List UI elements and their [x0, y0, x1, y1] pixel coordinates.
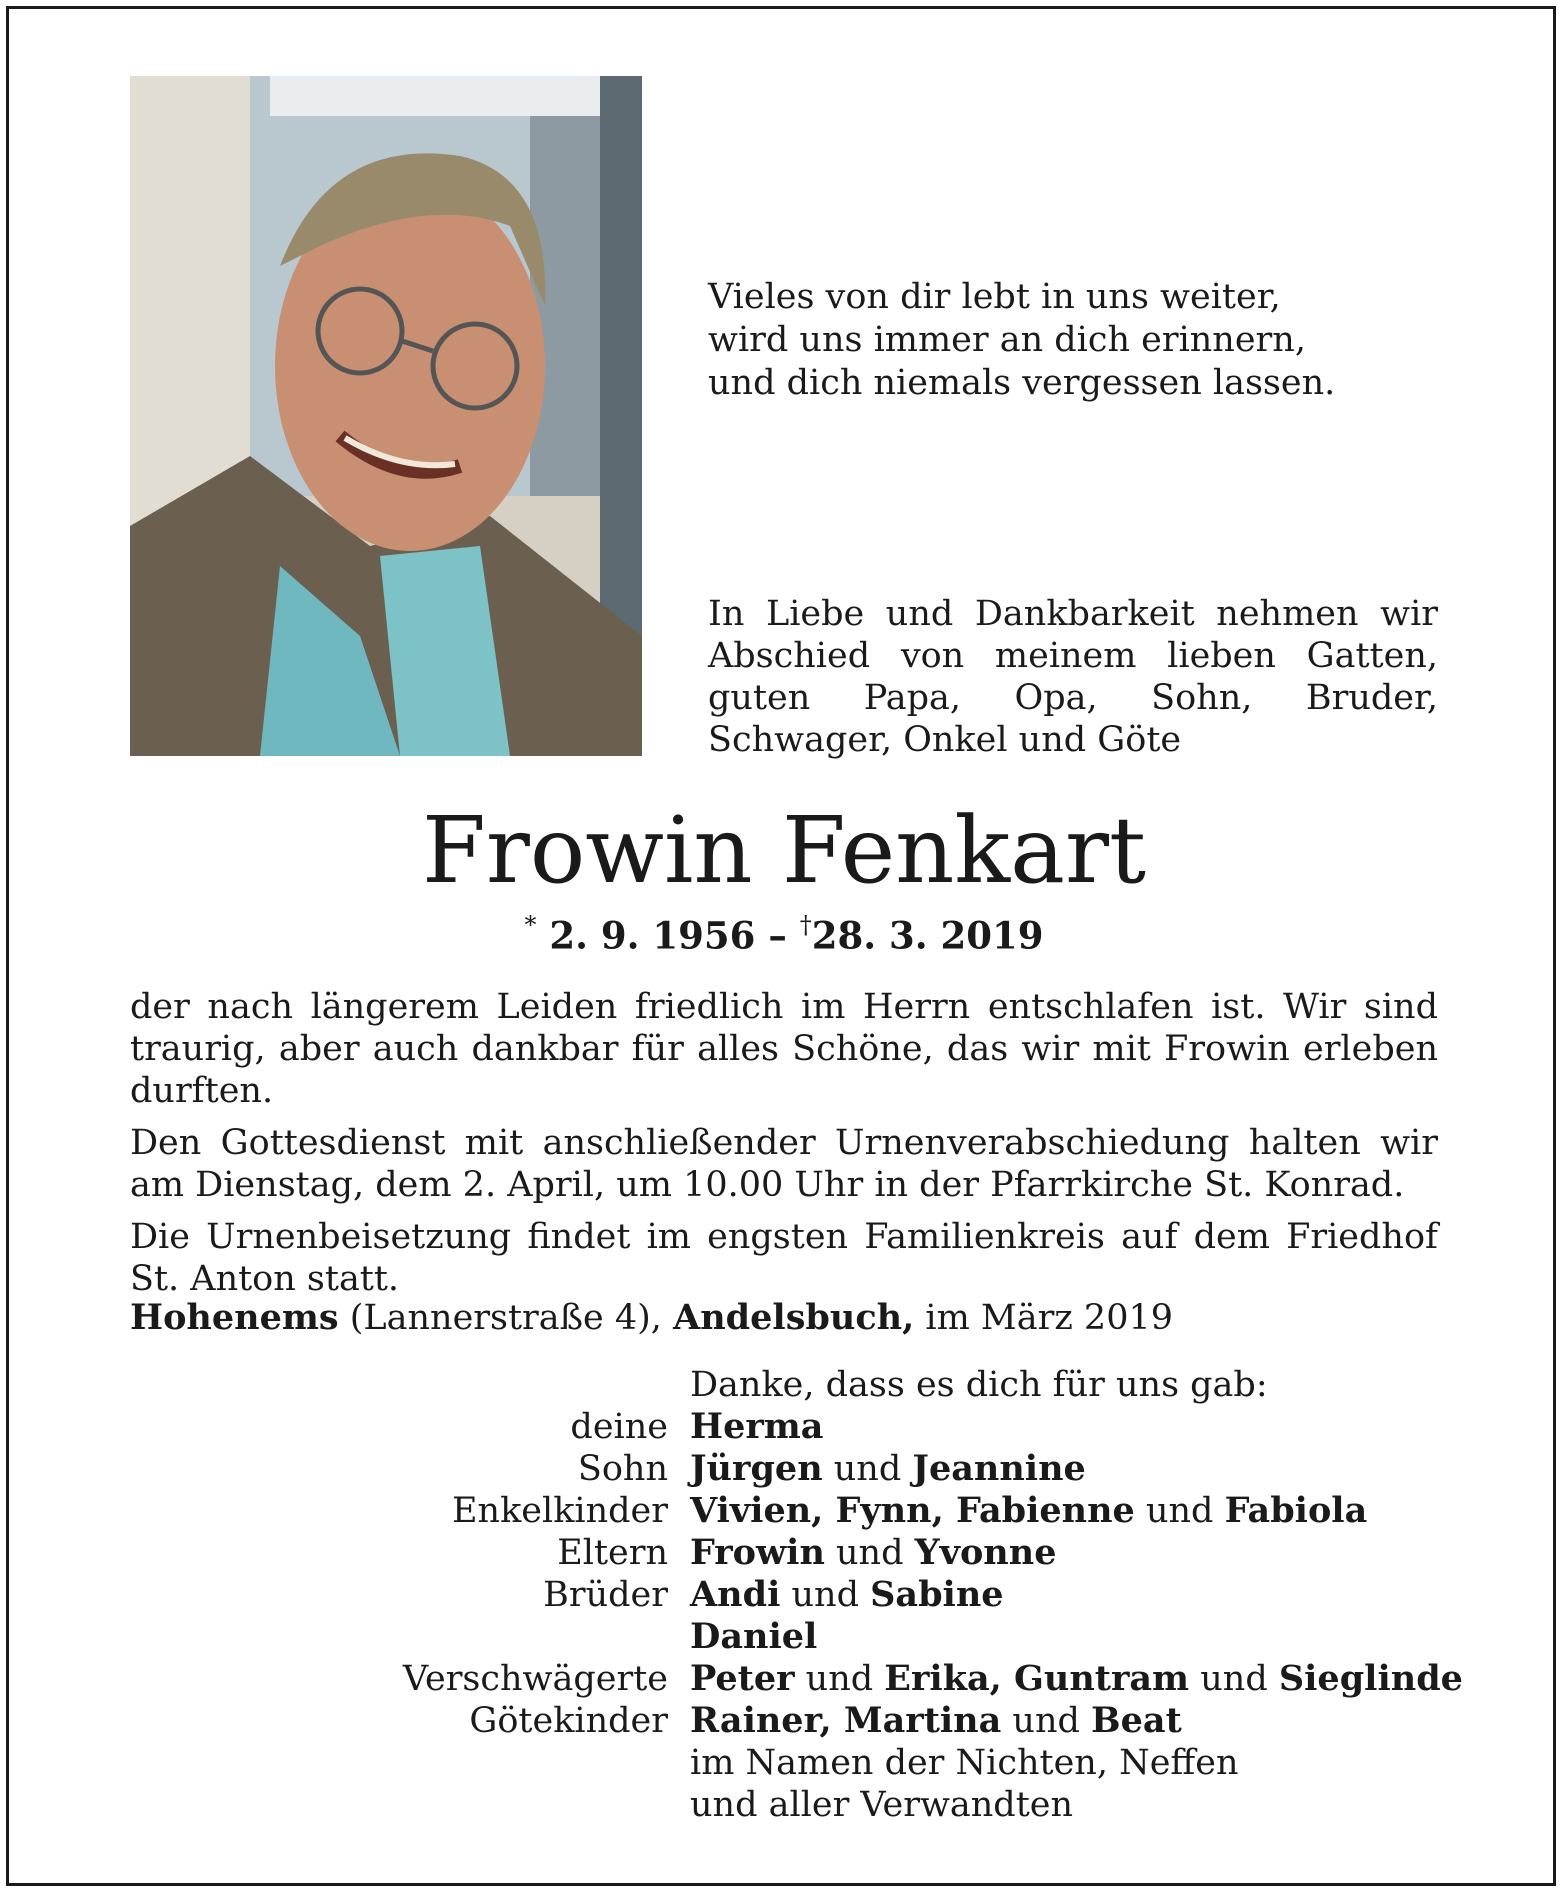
mourners-list	[300, 1406, 1463, 1742]
mourner-name-part: Vivien, Fynn, Fabienne	[690, 1490, 1135, 1531]
mourner-name-part: und	[794, 1659, 885, 1699]
mourner-row	[300, 1448, 1463, 1490]
thanks-line: Danke, dass es dich für uns gab:	[690, 1365, 1268, 1405]
verse-line: und dich niemals vergessen lassen.	[708, 363, 1336, 403]
mourner-name-part: Herma	[690, 1406, 824, 1447]
notice-body	[130, 986, 1438, 1310]
mourner-name-part: Jürgen	[690, 1448, 823, 1489]
mourner-names	[690, 1658, 1463, 1700]
mourner-relation: Brüder	[543, 1575, 668, 1615]
mourner-names	[690, 1490, 1367, 1532]
footer-line: im Namen der Nichten, Neffen	[690, 1743, 1239, 1783]
place-town-andelsbuch: Andelsbuch,	[673, 1297, 915, 1338]
mourner-name-part: Beat	[1091, 1700, 1182, 1741]
mourner-row	[300, 1616, 1463, 1658]
mourner-name-part: Fabiola	[1224, 1490, 1368, 1531]
mourner-row	[300, 1700, 1463, 1742]
mourner-name-part: Peter	[690, 1658, 795, 1699]
mourner-name-part: und	[780, 1575, 871, 1615]
intro-text: In Liebe und Dankbarkeit nehmen wir Abschied von meinem lieben Gatten, guten Papa, Opa, Sohn, Bruder, Schwager, Onkel und Göte	[708, 594, 1438, 760]
mourner-name-part: Sabine	[870, 1574, 1004, 1615]
life-dates	[0, 913, 1568, 957]
birth-star-icon: *	[524, 911, 537, 939]
mourner-name-part: Frowin	[690, 1532, 825, 1573]
body-paragraph: der nach längerem Leiden friedlich im Herrn entschlafen ist. Wir sind traurig, aber auch dankbar für alles Schöne, das wir mit Frowin erleben durften.	[130, 987, 1438, 1111]
mourner-names	[690, 1700, 1182, 1742]
body-paragraph: Den Gottesdienst mit anschließender Urnenverabschiedung halten wir am Dienstag, dem 2. April, um 10.00 Uhr in der Pfarrkirche St. Konrad.	[130, 1123, 1438, 1205]
death-cross-icon: †	[799, 911, 812, 939]
mourner-row	[300, 1658, 1463, 1700]
footer-line: und aller Verwandten	[690, 1785, 1074, 1825]
mourner-name-part: Andi	[690, 1574, 781, 1615]
mourner-name-part: Rainer, Martina	[690, 1700, 1002, 1741]
mourner-name-part: Yvonne	[914, 1532, 1057, 1573]
memorial-verse	[708, 276, 1428, 405]
mourner-name-part: und	[1134, 1491, 1225, 1531]
place-date: im März 2019	[925, 1298, 1174, 1338]
mourner-relation: Enkelkinder	[452, 1491, 668, 1531]
mourner-names	[690, 1532, 1056, 1574]
body-paragraph: Die Urnenbeisetzung findet im engsten Familienkreis auf dem Friedhof St. Anton statt.	[130, 1217, 1438, 1299]
birth-date: 2. 9. 1956	[549, 913, 756, 958]
mourner-relation: Götekinder	[469, 1701, 668, 1741]
mourner-relation: Verschwägerte	[402, 1659, 668, 1699]
mourner-name-part: und	[1189, 1659, 1279, 1699]
mourner-row	[300, 1532, 1463, 1574]
mourner-relation: Sohn	[577, 1449, 668, 1489]
deceased-name: Frowin Fenkart	[422, 797, 1146, 904]
signature-footer	[690, 1742, 1239, 1826]
mourner-name-part: Erika, Guntram	[884, 1658, 1190, 1699]
mourner-names	[690, 1406, 824, 1448]
mourner-names	[690, 1448, 1086, 1490]
mourner-name-part: Jeannine	[912, 1448, 1086, 1489]
mourner-row	[300, 1406, 1463, 1448]
place-address: (Lannerstraße 4),	[349, 1298, 662, 1338]
mourner-name-part: und	[822, 1449, 913, 1489]
mourner-row	[300, 1490, 1463, 1532]
mourner-name-part: Daniel	[690, 1616, 818, 1657]
mourner-name-part: und	[1001, 1701, 1092, 1741]
verse-line: wird uns immer an dich erinnern,	[708, 320, 1306, 360]
mourner-relation: Eltern	[557, 1533, 668, 1573]
mourner-relation	[300, 1616, 690, 1658]
mourner-names	[690, 1574, 1004, 1616]
place-town-hohenems: Hohenems	[130, 1297, 339, 1338]
mourner-name-part: Sieglinde	[1278, 1658, 1463, 1699]
place-and-date	[130, 1297, 1440, 1338]
verse-line: Vieles von dir lebt in uns weiter,	[708, 277, 1281, 317]
mourner-relation: deine	[570, 1407, 668, 1447]
portrait-photo	[130, 76, 642, 756]
mourner-row	[300, 1574, 1463, 1616]
mourner-name-part: und	[824, 1533, 915, 1573]
mourner-names	[690, 1616, 817, 1658]
death-date: 28. 3. 2019	[811, 913, 1044, 958]
date-separator: –	[768, 913, 787, 958]
